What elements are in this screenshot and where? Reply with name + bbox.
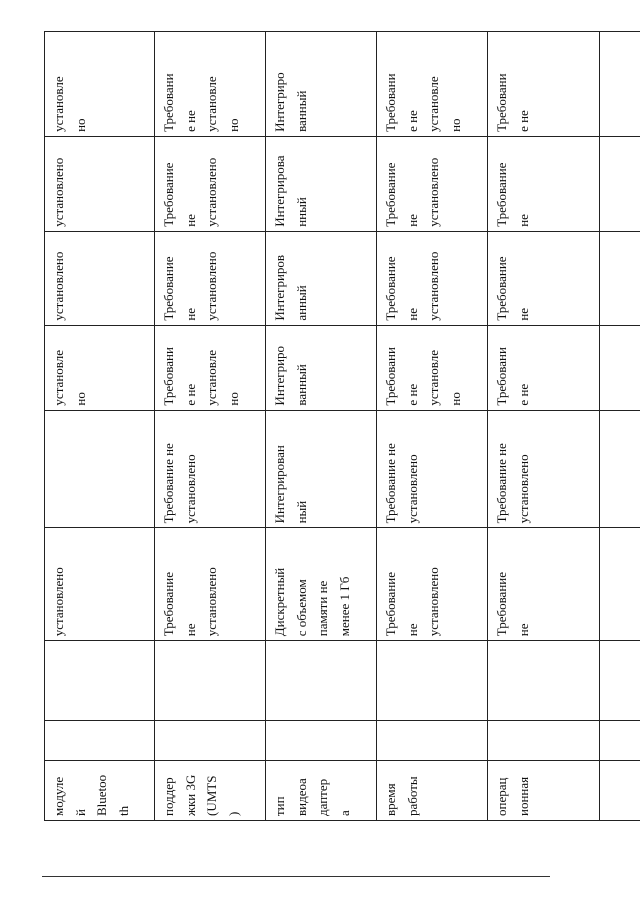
- value-cell-c1: [155, 721, 266, 761]
- row-label-cell: операц ионная: [488, 761, 600, 821]
- value-cell-c1: [488, 721, 600, 761]
- value-cell-c4: Требование не установлено: [377, 410, 488, 528]
- value-cell-c7: Интегрирова нный: [266, 136, 377, 231]
- row-label-cell: тип видеоа даптер а: [266, 761, 377, 821]
- table-row: [155, 32, 266, 821]
- value-cell-c2: [600, 641, 640, 721]
- value-cell-c7: Требование не установлено: [155, 136, 266, 231]
- value-cell-c2: [266, 641, 377, 721]
- value-cell-c4: Интегрирован ный: [266, 410, 377, 528]
- value-cell-c4: [600, 410, 640, 528]
- value-cell-c2: [45, 641, 155, 721]
- value-cell-c5: [600, 325, 640, 410]
- value-cell-c6: Интегриров анный: [266, 231, 377, 325]
- value-cell-c3: Дискретный с объемом памяти не менее 1 Гб: [266, 528, 377, 641]
- value-cell-c7: Требование не установлено: [377, 136, 488, 231]
- value-cell-c8: установле но: [45, 32, 155, 137]
- table-row: [266, 32, 377, 821]
- row-label-cell: [600, 761, 640, 821]
- table-row: [600, 32, 640, 821]
- value-cell-c1: [600, 721, 640, 761]
- spec-table: [44, 31, 640, 821]
- value-cell-c7: [600, 136, 640, 231]
- row-label-cell: поддер жки 3G (UMTS ): [155, 761, 266, 821]
- rotated-table-container: [44, 31, 550, 821]
- value-cell-c3: Требование не: [488, 528, 600, 641]
- value-cell-c5: Требовани е не установле но: [377, 325, 488, 410]
- table-row: [377, 32, 488, 821]
- value-cell-c3: Требование не установлено: [155, 528, 266, 641]
- value-cell-c5: Требовани е не: [488, 325, 600, 410]
- value-cell-c5: Требовани е не установле но: [155, 325, 266, 410]
- value-cell-c8: Требовани е не установле но: [377, 32, 488, 137]
- value-cell-c2: [488, 641, 600, 721]
- value-cell-c1: [45, 721, 155, 761]
- value-cell-c3: установлено: [45, 528, 155, 641]
- value-cell-c6: Требование не установлено: [155, 231, 266, 325]
- value-cell-c6: Требование не установлено: [377, 231, 488, 325]
- value-cell-c8: [600, 32, 640, 137]
- value-cell-c5: Интегриро ванный: [266, 325, 377, 410]
- value-cell-c1: [266, 721, 377, 761]
- value-cell-c8: Требовани е не установле но: [155, 32, 266, 137]
- row-label-cell: модуле й Bluetoo th: [45, 761, 155, 821]
- row-label-cell: время работы: [377, 761, 488, 821]
- value-cell-c3: [600, 528, 640, 641]
- value-cell-c5: установле но: [45, 325, 155, 410]
- value-cell-c7: Требование не: [488, 136, 600, 231]
- value-cell-c6: Требование не: [488, 231, 600, 325]
- value-cell-c2: [155, 641, 266, 721]
- value-cell-c7: установлено: [45, 136, 155, 231]
- value-cell-c8: Интегриро ванный: [266, 32, 377, 137]
- spec-table-body: [45, 32, 640, 821]
- value-cell-c3: Требование не установлено: [377, 528, 488, 641]
- value-cell-c4: Требование не установлено: [488, 410, 600, 528]
- value-cell-c4: [45, 410, 155, 528]
- table-row: [45, 32, 155, 821]
- value-cell-c6: [600, 231, 640, 325]
- value-cell-c4: Требование не установлено: [155, 410, 266, 528]
- table-row: [488, 32, 600, 821]
- footer-rule: [42, 876, 550, 877]
- value-cell-c2: [377, 641, 488, 721]
- value-cell-c1: [377, 721, 488, 761]
- value-cell-c8: Требовани е не: [488, 32, 600, 137]
- value-cell-c6: установлено: [45, 231, 155, 325]
